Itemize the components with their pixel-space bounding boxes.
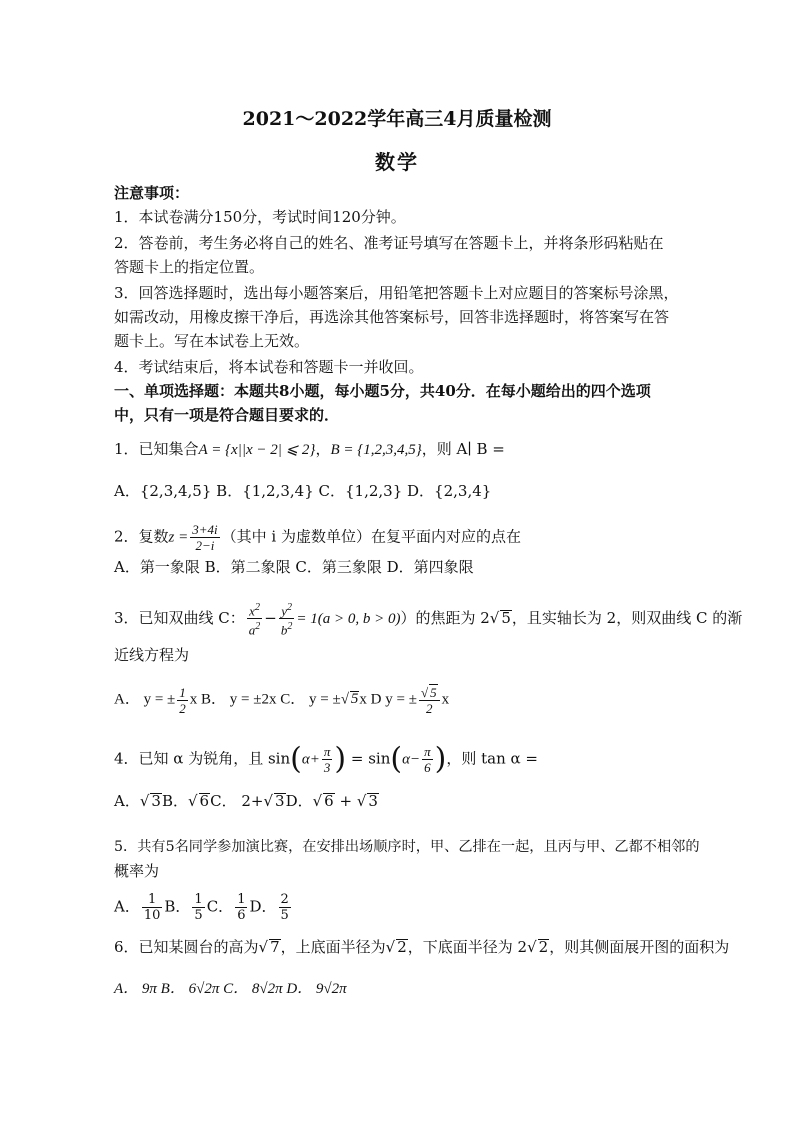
q2-lhs: z = <box>168 529 189 546</box>
q4-option-d: D． <box>285 792 313 810</box>
subject-title: 数学 <box>375 150 419 174</box>
q3-condition: = 1(a > 0, b > 0) <box>296 610 401 627</box>
q4-prefix: 4．已知 α 为锐角，且 <box>114 749 264 768</box>
notice-item-2-line-1: 2．答卷前，考生务必将自己的姓名、准考证号填写在答题卡上，并将条形码粘贴在 <box>114 234 664 252</box>
q4-option-c: C． 2+ <box>210 792 264 810</box>
question-4-options: A．√ 3B．√ 6C． 2+√ 3D．√ 6 + √ 3 <box>114 792 378 810</box>
q6-suffix: ，则其侧面展开图的面积为 <box>549 938 730 956</box>
question-2-options: A．第一象限 B．第二象限 C．第三象限 D．第四象限 <box>114 558 474 576</box>
exam-title: 2021～2022学年高三4月质量检测 <box>242 108 552 130</box>
question-1 <box>114 438 704 461</box>
q1-separator: ， <box>315 440 331 458</box>
question-6-options: A． 9π B． 6√2π C． 8√2π D． 9√2π <box>114 981 347 997</box>
question-2 <box>114 522 704 553</box>
question-6: 6．已知某圆台的高为√ 7，上底面半径为√ 2，下底面半径为 2√ 2，则其侧面展开图的面积为 <box>114 938 730 956</box>
question-4: 4．已知 α 为锐角，且 sin(α+ $\frac{\pi}{3}$ ) = sin(α− $\frac{\pi}{6}$ )，则 tan α = <box>114 741 538 777</box>
q6-mid-2: ，下底面半径为 2 <box>407 938 528 956</box>
q3-prefix: 3．已知双曲线 C： <box>114 608 245 627</box>
notice-item-3-line-1: 3．回答选择题时，选出每小题答案后，用铅笔把答题卡上对应题目的答案标号涂黑， <box>114 284 679 302</box>
q2-denominator: 2−i <box>195 538 215 553</box>
q5-option-d: D． <box>249 897 277 916</box>
q4-suffix: ，则 tan α = <box>446 749 538 768</box>
question-5-line-2: 概率为 <box>114 862 160 880</box>
notice-heading: 注意事项： <box>114 184 190 202</box>
q6-mid-1: ，上底面半径为 <box>280 938 386 956</box>
notice-item-1: 1．本试卷满分150分，考试时间120分钟。 <box>114 208 406 226</box>
question-3-line-2: 近线方程为 <box>114 646 190 664</box>
q1-set-a: A = {x||x − 2| ⩽ 2} <box>198 442 316 458</box>
question-5-line-1: 5．共有5名同学参加演比赛，在安排出场顺序时，甲、乙排在一起，且丙与甲、乙都不相邻的 <box>114 839 700 855</box>
notice-item-3-line-3: 题卡上。写在本试卷上无效。 <box>114 332 310 350</box>
q1-suffix: ，则 A∣ B = <box>421 440 505 458</box>
q5-option-b: B． <box>164 897 191 916</box>
q5-option-c: C． <box>206 897 234 916</box>
q3-mid: ）的焦距为 2 <box>400 608 490 627</box>
question-3-options: A． y = ± $\frac{1}{2}$ x B． y = ±2x C． y = ±√ 5x D y = ± $\frac{√ 5}{2}$ x <box>114 684 450 716</box>
q3-option-c: x D y = ± <box>359 691 417 708</box>
q4-option-b: B． <box>161 792 188 810</box>
q1-set-b: B = {1,2,3,4,5} <box>330 442 422 458</box>
q3-x-fraction: $\frac{x^2}{a^2}$ <box>248 602 261 638</box>
q3-option-a: A． y = ± <box>114 691 176 708</box>
q5-option-a: A． <box>114 897 140 916</box>
notice-item-4: 4．考试结束后，将本试卷和答题卡一并收回。 <box>114 358 424 376</box>
question-3: 3．已知双曲线 C： $\frac{x^2}{a^2}$ − $\frac{y^2}{b^2}$ = 1(a > 0, b > 0)）的焦距为 2√ 5，且实轴长为 2，则双曲线 C 的渐 <box>114 602 743 638</box>
question-5-options: A． $\frac{1}{10}$ B． $\frac{1}{5}$ C． $\frac{1}{6}$ D． $\frac{2}{5}$ <box>114 892 289 923</box>
section-1-heading-line-2: 中，只有一项是符合题目要求的． <box>114 406 340 424</box>
q3-mid-2: ，且实轴长为 2，则双曲线 C 的渐 <box>511 608 743 627</box>
q3-option-b: x B． y = ±2x C． y = ± <box>189 691 341 708</box>
q4-option-a: A． <box>114 792 140 810</box>
q3-y-fraction: $\frac{y^2}{b^2}$ <box>280 602 293 638</box>
question-1-options: A．{2,3,4,5} B．{1,2,3,4} C．{1,2,3} D．{2,3,4} <box>114 482 492 500</box>
q3-option-a-fraction: $\frac{1}{2}$ <box>179 684 186 716</box>
q2-prefix: 2．复数 <box>114 527 169 546</box>
section-1-heading-line-1: 一、单项选择题：本题共8小题，每小题5分，共40分．在每小题给出的四个选项 <box>114 382 651 400</box>
q2-suffix: （其中 i 为虚数单位）在复平面内对应的点在 <box>221 527 521 546</box>
q2-fraction <box>190 522 219 553</box>
notice-item-3-line-2: 如需改动，用橡皮擦干净后，再选涂其他答案标号，回答非选择题时，将答案写在答 <box>114 308 670 326</box>
q6-prefix: 6．已知某圆台的高为 <box>114 938 259 956</box>
q3-option-d: x <box>441 691 450 708</box>
q3-option-d-fraction: $\frac{√ 5}{2}$ <box>419 684 440 716</box>
q1-prefix: 1．已知集合 <box>114 440 199 458</box>
q2-numerator: 3+4i <box>192 522 218 537</box>
notice-item-2-line-2: 答题卡上的指定位置。 <box>114 258 265 276</box>
